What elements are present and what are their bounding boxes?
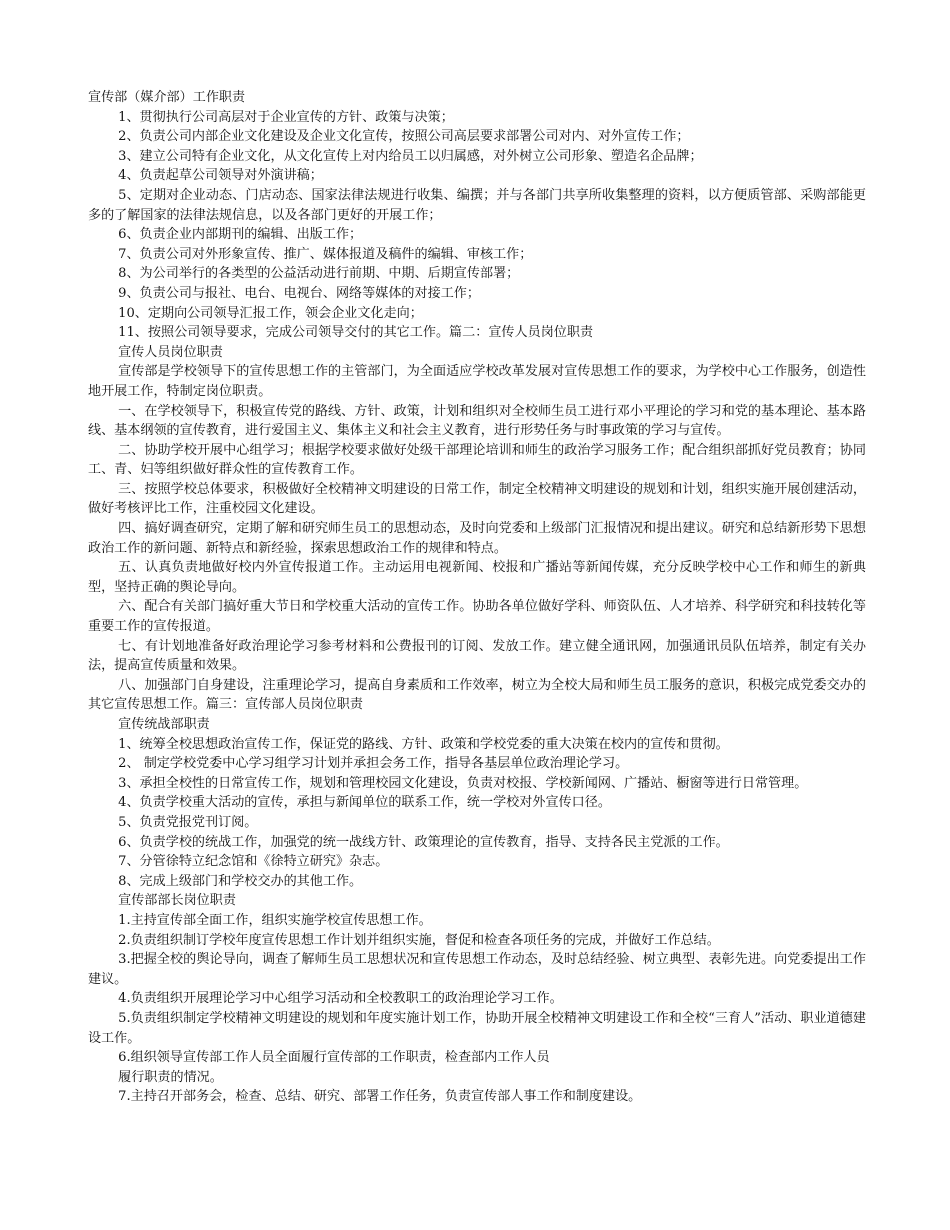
document-paragraph: 八、加强部门自身建设，注重理论学习，提高自身素质和工作效率，树立为全校大局和师生员工服务的意识，积极完成党委交办的其它宣传思想工作。篇三：宣传部人员岗位职责 (88, 677, 866, 713)
document-paragraph: 3、承担全校性的日常宣传工作，规划和管理校园文化建设，负责对校报、学校新闻网、广播站、橱窗等进行日常管理。 (118, 775, 808, 791)
document-paragraph: 6、负责学校的统战工作，加强党的统一战线方针、政策理论的宣传教育，指导、支持各民主党派的工作。 (118, 834, 729, 850)
document-paragraph: 2、 制定学校党委中心学习组学习计划并承担会务工作，指导各基层单位政治理论学习。 (118, 756, 629, 772)
document-paragraph: 9、负责公司与报社、电台、电视台、网络等媒体的对接工作； (118, 285, 480, 301)
document-paragraph: 二、协助学校开展中心组学习；根据学校要求做好处级干部理论培训和师生的政治学习服务工作；配合组织部抓好党员教育；协同工、青、妇等组织做好群众性的宣传教育工作。 (88, 442, 866, 478)
document-paragraph: 宣传部部长岗位职责 (118, 893, 236, 909)
document-paragraph: 5、负责党报党刊订阅。 (118, 814, 258, 830)
document-paragraph: 七、有计划地准备好政治理论学习参考材料和公费报刊的订阅、发放工作。建立健全通讯网，加强通讯员队伍培养，制定有关办法，提高宣传质量和效果。 (88, 638, 866, 674)
document-paragraph: 7、负责公司对外形象宣传、推广、媒体报道及稿件的编辑、审核工作； (118, 246, 533, 262)
document-paragraph: 11、按照公司领导要求，完成公司领导交付的其它工作。篇二：宣传人员岗位职责 (118, 325, 594, 341)
document-paragraph: 三、按照学校总体要求，积极做好全校精神文明建设的日常工作，制定全校精神文明建设的规划和计划，组织实施开展创建活动，做好考核评比工作，注重校园文化建设。 (88, 481, 866, 517)
document-paragraph: 3、建立公司特有企业文化，从文化宣传上对内给员工以归属感，对外树立公司形象、塑造名企品牌； (118, 148, 703, 164)
document-paragraph: 一、在学校领导下，积极宣传党的路线、方针、政策，计划和组织对全校师生员工进行邓小平理论的学习和党的基本理论、基本路线、基本纲领的宣传教育，进行爱国主义、集体主义和社会主义教育，进行形势任务与时事政策的学习与宣传。 (88, 403, 866, 439)
document-paragraph: 六、配合有关部门搞好重大节日和学校重大活动的宣传工作。协助各单位做好学科、师资队伍、人才培养、科学研究和科技转化等重要工作的宣传报道。 (88, 599, 866, 635)
document-paragraph: 3.把握全校的舆论导向，调查了解师生员工思想状况和宣传思想工作动态，及时总结经验、树立典型、表彰先进。向党委提出工作建议。 (88, 952, 866, 987)
document-paragraph: 宣传部是学校领导下的宣传思想工作的主管部门，为全面适应学校改革发展对宣传思想工作的要求，为学校中心工作服务，创造性地开展工作，特制定岗位职责。 (88, 364, 866, 399)
document-title: 宣传部（媒介部）工作职责 (88, 90, 246, 105)
document-paragraph: 履行职责的情况。 (118, 1069, 223, 1085)
document-page (88, 88, 866, 1107)
document-paragraph: 6.组织领导宣传部工作人员全面履行宣传部的工作职责，检查部内工作人员 (118, 1050, 550, 1066)
document-paragraph: 8、为公司举行的各类型的公益活动进行前期、中期、后期宣传部署； (118, 266, 520, 282)
document-paragraph: 5、定期对企业动态、门店动态、国家法律法规进行收集、编撰；并与各部门共享所收集整理的资料，以方便质管部、采购部能更多的了解国家的法律法规信息，以及各部门更好的开展工作； (88, 187, 866, 223)
document-paragraph: 4.负责组织开展理论学习中心组学习活动和全校教职工的政治理论学习工作。 (118, 991, 563, 1007)
document-paragraph: 7.主持召开部务会，检查、总结、研究、部署工作任务，负责宣传部人事工作和制度建设。 (118, 1089, 642, 1105)
document-paragraph: 5.负责组织制定学校精神文明建设的规划和年度实施计划工作，协助开展全校精神文明建设工作和全校“三育人”活动、职业道德建设工作。 (88, 1010, 866, 1046)
document-paragraph: 2、负责公司内部企业文化建设及企业文化宣传，按照公司高层要求部署公司对内、对外宣传工作； (118, 129, 690, 145)
document-paragraph: 1、贯彻执行公司高层对于企业宣传的方针、政策与决策； (118, 109, 454, 125)
document-paragraph: 宣传统战部职责 (118, 717, 210, 732)
document-paragraph: 4、负责起草公司领导对外演讲稿； (118, 168, 323, 184)
document-paragraph: 1、统筹全校思想政治宣传工作，保证党的路线、方针、政策和学校党委的重大决策在校内的宣传和贯彻。 (118, 736, 729, 752)
document-paragraph: 2.负责组织制订学校年度宣传思想工作计划并组织实施，督促和检查各项任务的完成，并做好工作总结。 (118, 932, 720, 948)
document-paragraph: 6、负责企业内部期刊的编辑、出版工作； (118, 227, 363, 243)
document-paragraph: 8、完成上级部门和学校交办的其他工作。 (118, 873, 363, 889)
document-paragraph: 1.主持宣传部全面工作，组织实施学校宣传思想工作。 (118, 912, 432, 928)
document-paragraph: 4、负责学校重大活动的宣传，承担与新闻单位的联系工作，统一学校对外宣传口径。 (118, 795, 611, 811)
document-paragraph: 五、认真负责地做好校内外宣传报道工作。主动运用电视新闻、校报和广播站等新闻传媒，充分反映学校中心工作和师生的新典型，坚持正确的舆论导向。 (88, 560, 866, 595)
document-body (88, 108, 866, 1107)
document-paragraph: 10、定期向公司领导汇报工作，领会企业文化走向； (118, 305, 423, 321)
document-paragraph: 宣传人员岗位职责 (118, 344, 223, 360)
document-paragraph: 7、分管徐特立纪念馆和《徐特立研究》杂志。 (118, 854, 389, 870)
document-paragraph: 四、搞好调查研究，定期了解和研究师生员工的思想动态，及时向党委和上级部门汇报情况和提出建议。研究和总结新形势下思想政治工作的新问题、新特点和新经验，探索思想政治工作的规律和特点。 (88, 521, 866, 556)
